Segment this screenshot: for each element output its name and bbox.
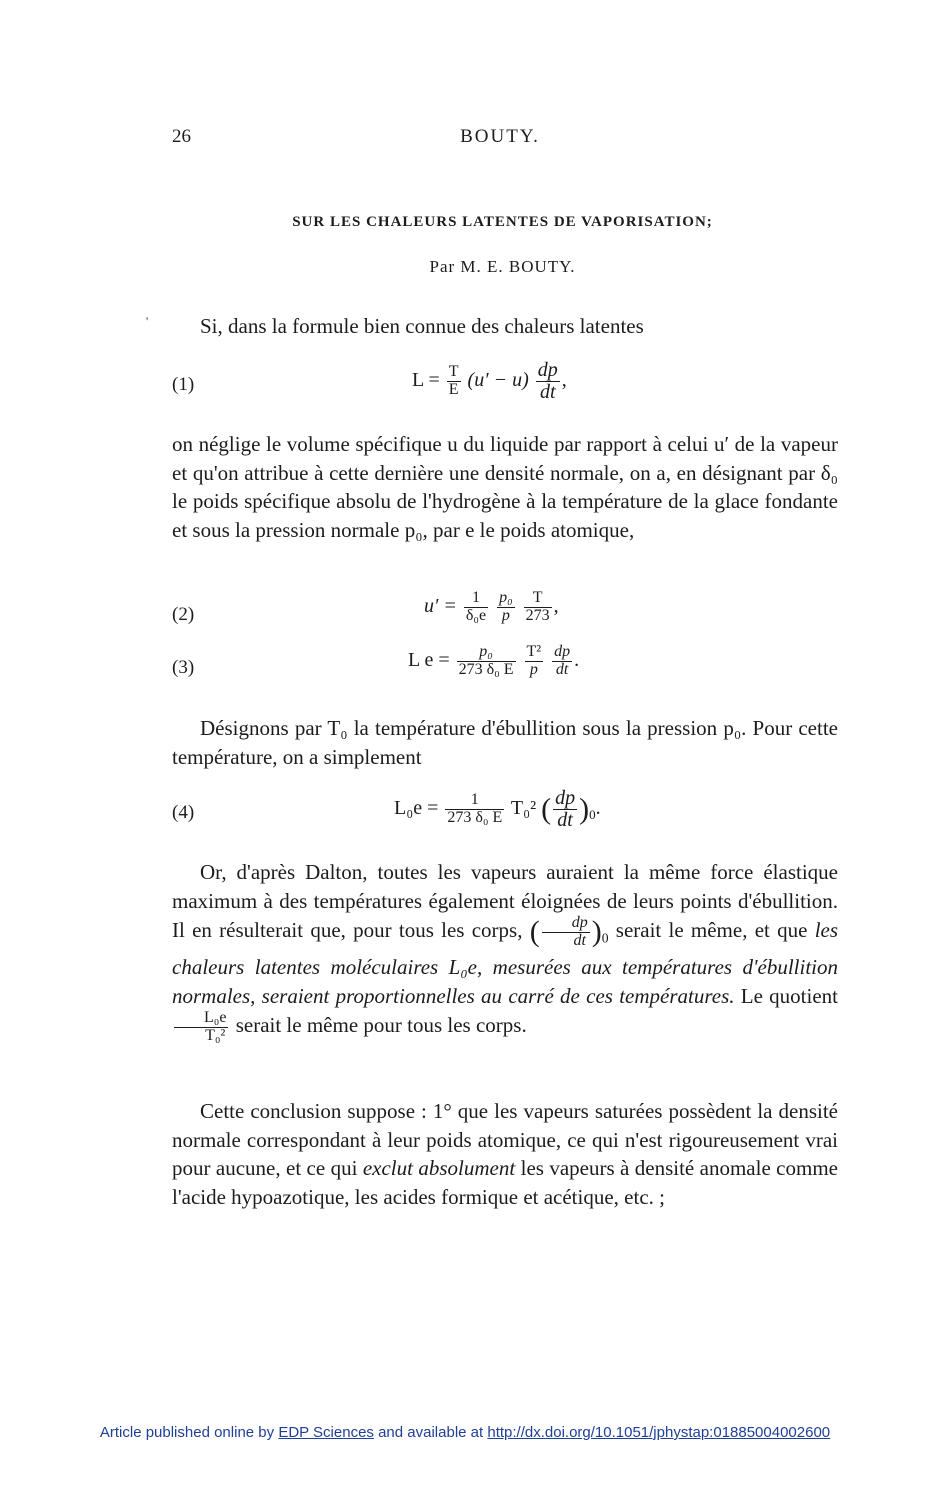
p5-italic: exclut absolument [362,1156,516,1181]
paragraph-3: Désignons par T₀ la température d'ébullition sous la pression p₀. Pour cette température, on a simplement [172,716,838,769]
p4-frac-quotient: $\frac{\text{L₀e}}{\text{T₀²}}$ [174,1010,228,1045]
eq4-frac-dpdt: $\frac{dp}{dt}$ [555,787,576,831]
paragraph-1: Si, dans la formule bien connue des chaleurs latentes [200,314,644,338]
p4-italic-claim: les chaleurs latentes moléculaires L₀e, mesurées aux températures d'ébullition normales, seraient proportionnelles au carré de ces températures. [172,918,839,1008]
eq1-mid: (u′ − u) [467,369,529,392]
edp-sciences-link[interactable]: EDP Sciences [278,1424,374,1441]
eq2-frac-3: $\frac{T}{273}$ [525,589,550,624]
stray-mark: ' [146,314,149,328]
paragraph-4: Or, d'après Dalton, toutes les vapeurs auraient la même force élastique maximum à des températures également éloignées de leurs points d'ébullition. Il en résulterait que, pour tous les corps, ( $\frac{dp}{dt}$ )$_0$ serait le même, et que les chaleurs latentes moléculaires L₀e, mesurées aux températures d'ébullition normales, seraient proportionnelles au carré de ces températures. Le quotient $\frac{\text{L₀e}}{\text{T₀²}}$ serait le même pour tous les corps. [172,860,839,1045]
equation-2-label: (2) [172,604,195,625]
eq3-frac-2: $\frac{\text{T²}}{p}$ [526,643,542,678]
eq4-mid: T₀² [510,797,537,820]
eq2-lhs: u′ = [424,594,457,617]
equation-2: u′ = $\frac{1}{\text{δ₀e}}$ $\frac{\text{p₀}}{p}$ $\frac{T}{273}$ , [424,589,559,624]
eq1-frac-te: $\frac{T}{E}$ [448,363,459,398]
eq3-lhs: L e = [408,648,450,671]
eq4-lhs: L₀e = [394,797,439,820]
page-number: 26 [172,126,191,147]
eq1-lhs: L = [412,369,440,392]
equation-1-label: (1) [172,374,195,395]
equation-4-label: (4) [172,802,195,823]
doi-link[interactable]: http://dx.doi.org/10.1051/jphystap:01885004002600 [487,1424,831,1441]
article-byline: Par M. E. BOUTY. [429,257,576,276]
eq1-frac-dpdt: $\frac{dp}{dt}$ [537,359,558,403]
paragraph-5: Cette conclusion suppose : 1° que les vapeurs saturées possèdent la densité normale correspondant à leur poids atomique, ce qui n'est rigoureusement vrai pour aucune, et ce qui exclut absolument les vapeurs à densité anomale comme l'acide hypoazotique, les acides formique et acétique, etc. ; [172,1099,838,1209]
p4-frac-dpdt: $\frac{dp}{dt}$ [542,915,590,950]
eq4-frac-1: $\frac{1}{\text{273 δ₀ E}}$ [447,791,503,826]
equation-3: L e = $\frac{\text{p₀}}{\text{273 δ₀ E}}$ $\frac{\text{T²}}{p}$ $\frac{dp}{dt}$ . [408,643,580,678]
equation-4: L₀e = $\frac{1}{\text{273 δ₀ E}}$ T₀² ( $\frac{dp}{dt}$ )$_0$. [394,787,601,831]
paragraph-2: on néglige le volume spécifique u du liquide par rapport à celui u′ de la vapeur et qu'on attribue à cette dernière une densité normale, on a, en désignant par δ₀ le poids spécifique absolu de l'hydrogène à la température de la glace fondante et sous la pression normale p₀, par e le poids atomique, [172,432,838,542]
eq2-frac-1: $\frac{1}{\text{δ₀e}}$ [465,589,487,624]
eq3-frac-1: $\frac{\text{p₀}}{\text{273 δ₀ E}}$ [458,643,514,678]
equation-1: L = $\frac{T}{E}$ (u′ − u) $\frac{dp}{dt}$ , [412,359,567,403]
publication-footer: Article published online by EDP Sciences and available at http://dx.doi.org/10.1051/jphystap:01885004002600 [99,1424,831,1441]
article-title: SUR LES CHALEURS LATENTES DE VAPORISATION; [292,214,713,230]
running-head: BOUTY. [460,126,540,147]
equation-3-label: (3) [172,657,195,678]
eq2-frac-2: $\frac{\text{p₀}}{p}$ [499,589,513,624]
eq3-frac-3: $\frac{dp}{dt}$ [554,643,571,678]
